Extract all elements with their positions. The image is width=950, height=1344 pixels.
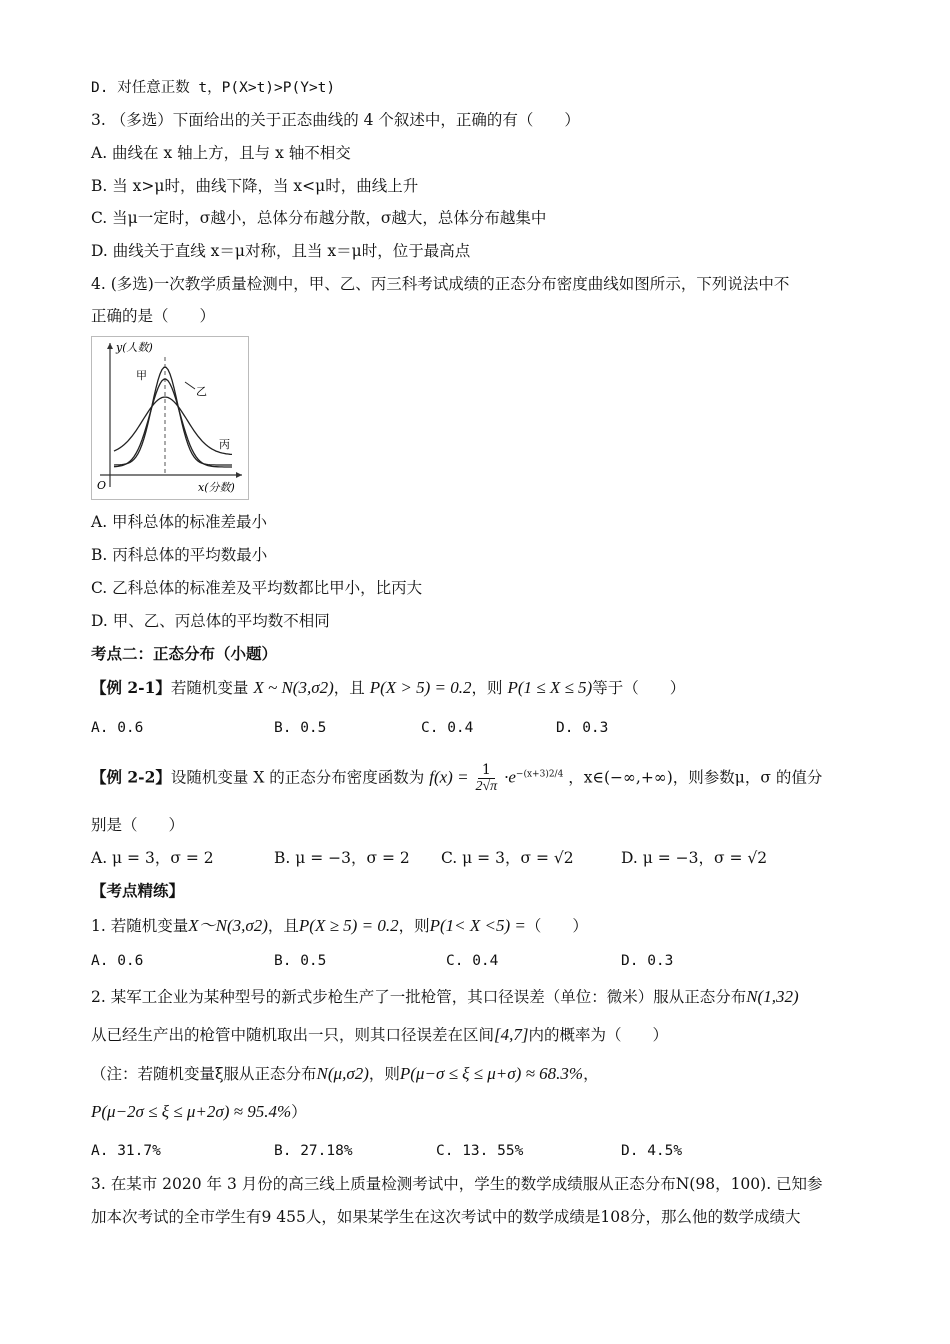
option: B. μ = −3，σ = 2 <box>274 849 410 867</box>
text: 1. 若随机变量 <box>91 917 189 935</box>
option: A. 0.6 <box>91 953 144 969</box>
text: ，则 <box>471 679 503 697</box>
text: 内的概率为（ ） <box>528 1026 669 1044</box>
text: ，则 <box>398 917 430 935</box>
q4-option-b: B. 丙科总体的平均数最小 <box>91 546 268 564</box>
text: 等于（ ） <box>592 679 686 697</box>
math: P(1< X <5) = <box>429 916 526 935</box>
example-tag: 【例 2-2】 <box>91 767 171 787</box>
label-yi: 乙 <box>196 385 207 398</box>
exponent: −(x+3)2/4 <box>515 769 564 780</box>
q4-option-a: A. 甲科总体的标准差最小 <box>91 513 268 531</box>
q2-option-d: D. 对任意正数 t，P(X>t)>P(Y>t) <box>91 80 336 96</box>
text: ，且 <box>333 679 365 697</box>
q4-stem-cont: 正确的是（ ） <box>91 307 216 325</box>
q3-option-d: D. 曲线关于直线 x＝μ对称，且当 x＝μ时，位于最高点 <box>91 242 471 260</box>
fraction-num: 1 <box>478 762 495 779</box>
q3-option-a: A. 曲线在 x 轴上方，且与 x 轴不相交 <box>91 144 351 162</box>
text: ， <box>583 1065 599 1083</box>
option: C. 0.4 <box>421 720 474 736</box>
fraction-den: 2√π <box>475 779 498 794</box>
q3-stem: 3. （多选）下面给出的关于正态曲线的 4 个叙述中，正确的有（ ） <box>91 111 580 129</box>
text: （ ） <box>525 917 588 935</box>
drill-2-cont <box>91 1025 668 1045</box>
math: P(μ−2σ ≤ ξ ≤ μ+2σ) ≈ 95.4% <box>91 1102 292 1121</box>
drill-2-note <box>91 1064 599 1084</box>
drill-1 <box>91 916 588 936</box>
drill-heading: 【考点精练】 <box>91 881 185 900</box>
drill-2 <box>91 987 799 1007</box>
text: ） <box>291 1103 307 1121</box>
text: ，则 <box>368 1065 400 1083</box>
example-2-2-cont: 别是（ ） <box>91 816 185 834</box>
math: P(X ≥ 5) = 0.2 <box>298 916 399 935</box>
math: X ~ N(3,σ2) <box>253 678 334 697</box>
example-2-2 <box>91 762 822 795</box>
text: 设随机变量 X 的正态分布密度函数为 <box>170 768 425 787</box>
normal-curves-svg <box>92 337 248 499</box>
text: ，x∈(−∞,+∞)，则参数μ，σ 的值分 <box>568 768 823 787</box>
q4-option-c: C. 乙科总体的标准差及平均数都比甲小，比丙大 <box>91 579 423 597</box>
option: A. 31.7% <box>91 1143 161 1159</box>
math: X～N(3,σ2) <box>188 916 268 935</box>
label-bing: 丙 <box>219 438 230 451</box>
text: 从已经生产出的枪管中随机取出一只，则其口径误差在区间 <box>91 1026 495 1044</box>
option: C. μ = 3，σ = √2 <box>441 849 574 867</box>
option: D. 4.5% <box>621 1143 683 1159</box>
drill-3: 3. 在某市 2020 年 3 月份的高三线上质量检测考试中，学生的数学成绩服从正态分布N(98，100). 已知参 <box>91 1175 823 1193</box>
option: C. 13. 55% <box>436 1143 524 1159</box>
curve-yi <box>114 379 232 467</box>
q4-option-d: D. 甲、乙、丙总体的平均数不相同 <box>91 612 330 630</box>
option: A. μ = 3，σ = 2 <box>91 849 214 867</box>
curve-bing <box>114 397 232 454</box>
example-tag: 【例 2-1】 <box>91 678 171 697</box>
label-jia: 甲 <box>136 369 147 382</box>
q3-option-b: B. 当 x>μ时，曲线下降，当 x<μ时，曲线上升 <box>91 177 419 195</box>
origin-label: O <box>97 479 107 492</box>
math: P(μ−σ ≤ ξ ≤ μ+σ) ≈ 68.3% <box>399 1064 584 1083</box>
x-axis-arrow <box>236 472 242 478</box>
section-heading: 考点二：正态分布（小题） <box>91 644 278 663</box>
option: D. 0.3 <box>621 953 674 969</box>
text: 2. 某军工企业为某种型号的新式步枪生产了一批枪管，其口径误差（单位：微米）服从正态分布 <box>91 988 747 1006</box>
yi-pointer <box>185 382 195 389</box>
text: （注：若随机变量ξ服从正态分布 <box>91 1065 317 1083</box>
math: N(1,32) <box>746 987 799 1006</box>
math: f(x) = <box>429 767 469 787</box>
drill-2-note-cont <box>91 1102 307 1122</box>
option: B. 0.5 <box>274 720 327 736</box>
option: D. μ = −3，σ = √2 <box>621 849 768 867</box>
drill-3-cont: 加本次考试的全市学生有9 455人，如果某学生在这次考试中的数学成绩是108分，那么他的数学成绩大 <box>91 1208 801 1226</box>
text: ，且 <box>267 917 299 935</box>
example-2-1 <box>91 678 685 698</box>
option: B. 0.5 <box>274 953 327 969</box>
q4-stem: 4. (多选)一次教学质量检测中，甲、乙、丙三科考试成绩的正态分布密度曲线如图所示，下列说法中不 <box>91 275 790 293</box>
text: 若随机变量 <box>170 679 249 697</box>
x-axis-label: x(分数) <box>198 481 235 494</box>
y-axis-label: y(人数) <box>116 341 153 354</box>
math: ·e <box>504 767 516 787</box>
y-axis-arrow <box>107 343 113 349</box>
math: P(1 ≤ X ≤ 5) <box>507 678 593 697</box>
fraction <box>475 762 497 795</box>
option: C. 0.4 <box>446 953 499 969</box>
math: P(X > 5) = 0.2 <box>369 678 472 697</box>
option: D. 0.3 <box>556 720 609 736</box>
option: A. 0.6 <box>91 720 144 736</box>
normal-curves-figure <box>91 336 249 500</box>
q3-option-c: C. 当μ一定时，σ越小，总体分布越分散，σ越大，总体分布越集中 <box>91 209 547 227</box>
math: [4,7] <box>494 1025 529 1044</box>
math: N(μ,σ2) <box>316 1064 369 1083</box>
option: B. 27.18% <box>274 1143 353 1159</box>
